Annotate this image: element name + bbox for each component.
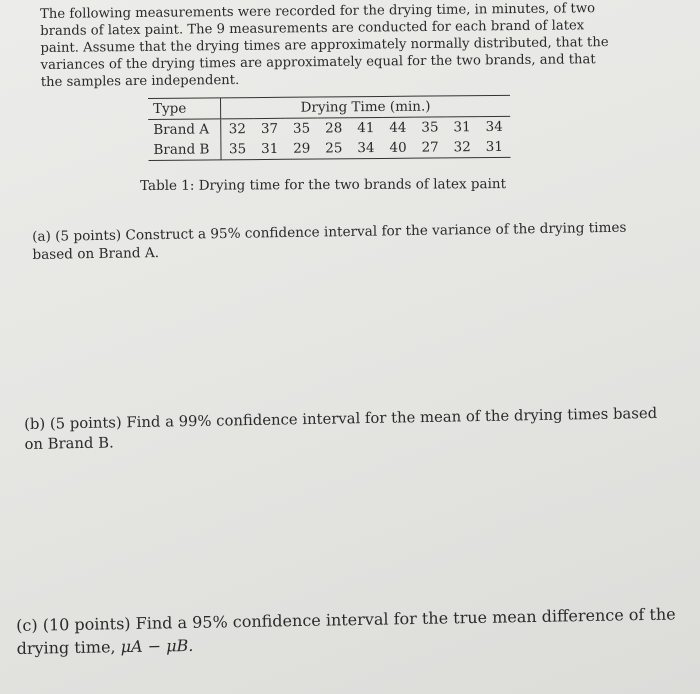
table-cell: 35 <box>228 141 247 158</box>
table-cell: 29 <box>293 140 311 157</box>
table-cell: 35 <box>292 120 311 137</box>
table-cell: 31 <box>453 119 471 136</box>
table-cell: 28 <box>325 120 343 137</box>
table-cell: 27 <box>421 139 439 156</box>
question-c-text: (c) (10 points) Find a 95% confidence interval for the true mean difference of the drying time, <box>16 604 676 658</box>
table-cell: 31 <box>261 140 279 158</box>
table-cell: 37 <box>260 120 279 138</box>
row-label: Brand B <box>148 139 221 160</box>
table-cell: 25 <box>325 140 343 157</box>
row-label: Brand A <box>148 119 221 140</box>
mean-difference-expression: μA − μB. <box>120 635 194 657</box>
table-caption: Table 1: Drying time for the two brands of latex paint <box>140 176 507 194</box>
drying-time-table <box>148 95 511 161</box>
type-header: Type <box>148 98 221 120</box>
table-cell: 44 <box>389 119 407 136</box>
table-cell: 35 <box>421 119 439 136</box>
brand-b-row <box>148 137 510 161</box>
table-cell: 32 <box>453 139 471 156</box>
table-cell: 34 <box>485 118 503 136</box>
table-cell: 41 <box>357 120 375 137</box>
drying-time-header: Drying Time (min.) <box>300 98 431 116</box>
question-b: (b) (5 points) Find a 99% confidence interval for the mean of the drying times based on Brand B. <box>24 404 658 453</box>
question-a: (a) (5 points) Construct a 95% confidence interval for the variance of the drying times based on Brand A. <box>32 219 627 263</box>
table-cell: 40 <box>389 139 407 156</box>
table-cell: 31 <box>485 138 504 156</box>
problem-intro: The following measurements were recorded for the drying time, in minutes, of two brands of latex paint. The 9 measurements are conducted for each brand of latex paint. Assume that the drying times are approximately normally distributed, that the variances of the drying times are approximately equal for the two brands, and that the samples are independent. <box>40 1 609 90</box>
table-cell: 32 <box>228 121 247 138</box>
table-cell: 34 <box>357 140 375 157</box>
question-c <box>16 602 687 660</box>
